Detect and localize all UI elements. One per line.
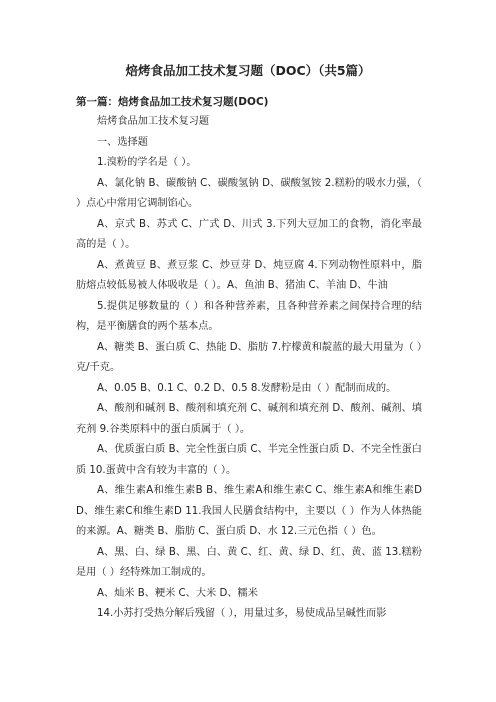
paragraph: 一、选择题: [97, 136, 148, 148]
section-title: 第一篇：焙烤食品加工技术复习题(DOC): [76, 96, 269, 108]
paragraph: A、维生素A和维生素B B、维生素A和维生素C C、维生素A和维生素D D、维生素C和维生素D 11.我国人民膳食结构中，主要以（ ）作为人体热能的来源。A、糖类 B、脂肪 C、蛋白质 D、水 12.三元色指（ ）色。: [76, 485, 422, 537]
document-title: 焙烤食品加工技术复习题（DOC）（共5篇）: [125, 63, 371, 78]
paragraph: A、0.05 B、0.1 C、0.2 D、0.5 8.发酵粉是由（ ）配制而成的。: [97, 382, 397, 394]
paragraph: A、糖类 B、蛋白质 C、热能 D、脂肪 7.柠檬黄和靛蓝的最大用量为（ ）克/千克。: [76, 341, 422, 373]
paragraph: A、黑、白、绿 B、黑、白、黄 C、红、黄、绿 D、红、黄、蓝 13.糕粉是用（ ）经特殊加工制成的。: [76, 546, 422, 578]
paragraph: 焙烤食品加工技术复习题: [97, 116, 210, 127]
document-body: [76, 112, 422, 625]
paragraph: A、优质蛋白质 B、完全性蛋白质 C、半完全性蛋白质 D、不完全性蛋白质 10.蛋黄中含有较为丰富的（ ）。: [76, 444, 422, 476]
paragraph: A、氯化钠 B、碳酸钠 C、碳酸氢钠 D、碳酸氢铵 2.糕粉的吸水力强，（ ）点心中常用它调制馅心。: [76, 177, 422, 209]
paragraph: 1.溴粉的学名是（ ）。: [97, 157, 197, 168]
paragraph: 5.提供足够数量的（ ）和各种营养素，且各种营养素之间保持合理的结构，是平衡膳食的两个基本点。: [76, 300, 422, 332]
paragraph: A、京式 B、苏式 C、广式 D、川式 3.下列大豆加工的食物，消化率最高的是（ ）。: [76, 218, 422, 250]
paragraph: A、灿米 B、粳米 C、大米 D、糯米: [97, 587, 258, 599]
paragraph: 14.小苏打受热分解后残留（ ），用量过多，易使成品呈碱性而影: [97, 608, 387, 619]
paragraph: A、酸剂和碱剂 B、酸剂和填充剂 C、碱剂和填充剂 D、酸剂、碱剂、填充剂 9.谷类原料中的蛋白质属于（ ）。: [76, 403, 422, 435]
paragraph: A、煮黄豆 B、煮豆浆 C、炒豆芽 D、炖豆腐 4.下列动物性原料中，脂肪熔点较低易被人体吸收是（ ）。A、鱼油 B、猪油 C、羊油 D、牛油: [76, 259, 422, 291]
